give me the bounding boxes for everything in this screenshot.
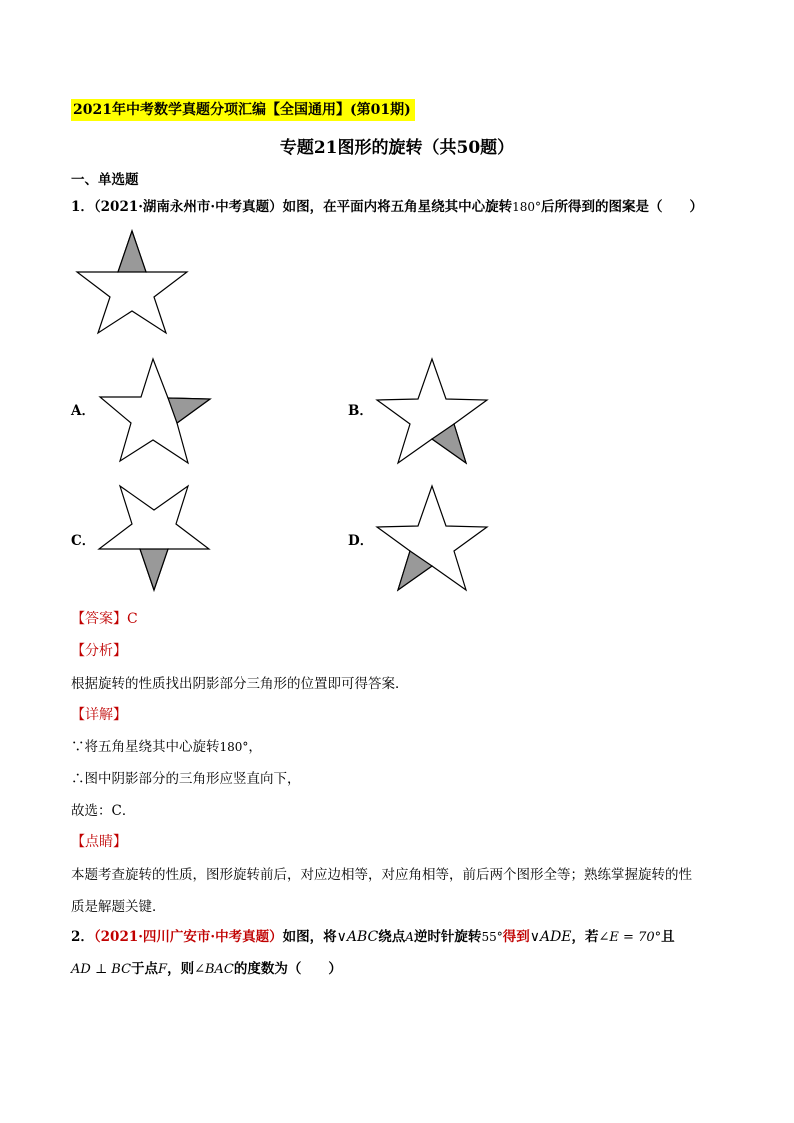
star-outline	[377, 486, 487, 590]
star-shaded-point	[118, 231, 146, 272]
point-f: F	[158, 962, 168, 977]
question-number: 2．	[71, 929, 94, 945]
question-text: 逆时针旋转	[413, 929, 482, 945]
question-text: 于点	[131, 961, 159, 977]
detail-line-1	[71, 736, 262, 758]
analysis-text: 根据旋转的性质找出阴影部分三角形的位置即可得答案．	[71, 676, 409, 692]
detail-tag: 【详解】	[71, 707, 127, 723]
comment-line-1: 本题考查旋转的性质，图形旋转前后，对应边相等，对应角相等，前后两个图形全等；熟练掌握旋转的性	[71, 867, 692, 883]
star-shaded-point	[140, 549, 168, 590]
question-text: ，则	[167, 961, 195, 977]
option-d-label[interactable]: D．	[348, 533, 374, 549]
header-banner: 2021年中考数学真题分项汇编【全国通用】(第01期)	[71, 99, 415, 121]
question-number: 1．	[71, 199, 94, 215]
comment-tag: 【点睛】	[71, 834, 127, 850]
rotation-angle: 180°	[512, 200, 542, 214]
original-star-figure	[74, 229, 190, 335]
question-1	[71, 196, 703, 218]
question-source: （2021·四川广安市·中考真题）	[93, 929, 283, 945]
option-c-star[interactable]	[96, 484, 212, 592]
detail-line-2: ∴图中阴影部分的三角形应竖直向下，	[71, 771, 301, 787]
question-text: 的度数为（ ）	[233, 961, 342, 977]
triangle-ade: ∨ADE	[529, 929, 572, 945]
page-title: 专题21图形的旋转（共50题）	[279, 138, 515, 158]
angle-bac: ∠BAC	[194, 962, 234, 977]
option-b-label[interactable]: B．	[348, 403, 373, 419]
option-a-star[interactable]	[98, 357, 214, 465]
question-text: 绕点	[378, 929, 406, 945]
question-source: （2021·湖南永州市·中考真题）	[93, 199, 283, 215]
triangle-abc: ∨ABC	[336, 929, 379, 945]
point-a: A	[405, 930, 414, 944]
question-2-line-1	[71, 926, 675, 949]
question-text: 如图，在平面内将五角星绕其中心旋转	[282, 199, 513, 215]
option-d-star[interactable]	[374, 484, 490, 592]
option-b-star[interactable]	[374, 357, 490, 465]
question-2-line-2	[71, 958, 342, 981]
perpendicular-condition: AD ⊥ BC	[71, 962, 132, 977]
answer-line	[71, 609, 138, 629]
comment-line-2: 质是解题关键．	[71, 899, 166, 915]
question-text: 如图，将	[282, 929, 337, 945]
star-outline	[377, 359, 487, 463]
answer-value: C	[127, 611, 138, 627]
rotation-angle: 55°	[481, 930, 503, 944]
question-text: ，若	[571, 929, 599, 945]
detail-line-3: 故选：C．	[71, 803, 136, 819]
question-text: 得到	[502, 929, 530, 945]
question-text: 且	[661, 929, 675, 945]
section-heading: 一、单选题	[71, 172, 139, 188]
answer-tag: 【答案】	[71, 611, 127, 627]
detail-text: ∵将五角星绕其中心旋转	[71, 739, 220, 755]
option-c-label[interactable]: C．	[71, 533, 96, 549]
detail-punct: ，	[248, 739, 262, 755]
detail-angle: 180°	[219, 740, 249, 754]
analysis-tag: 【分析】	[71, 643, 127, 659]
option-a-label[interactable]: A．	[71, 403, 95, 419]
angle-e-condition: ∠E = 70°	[598, 930, 662, 945]
question-text-end: 后所得到的图案是（ ）	[541, 199, 704, 215]
